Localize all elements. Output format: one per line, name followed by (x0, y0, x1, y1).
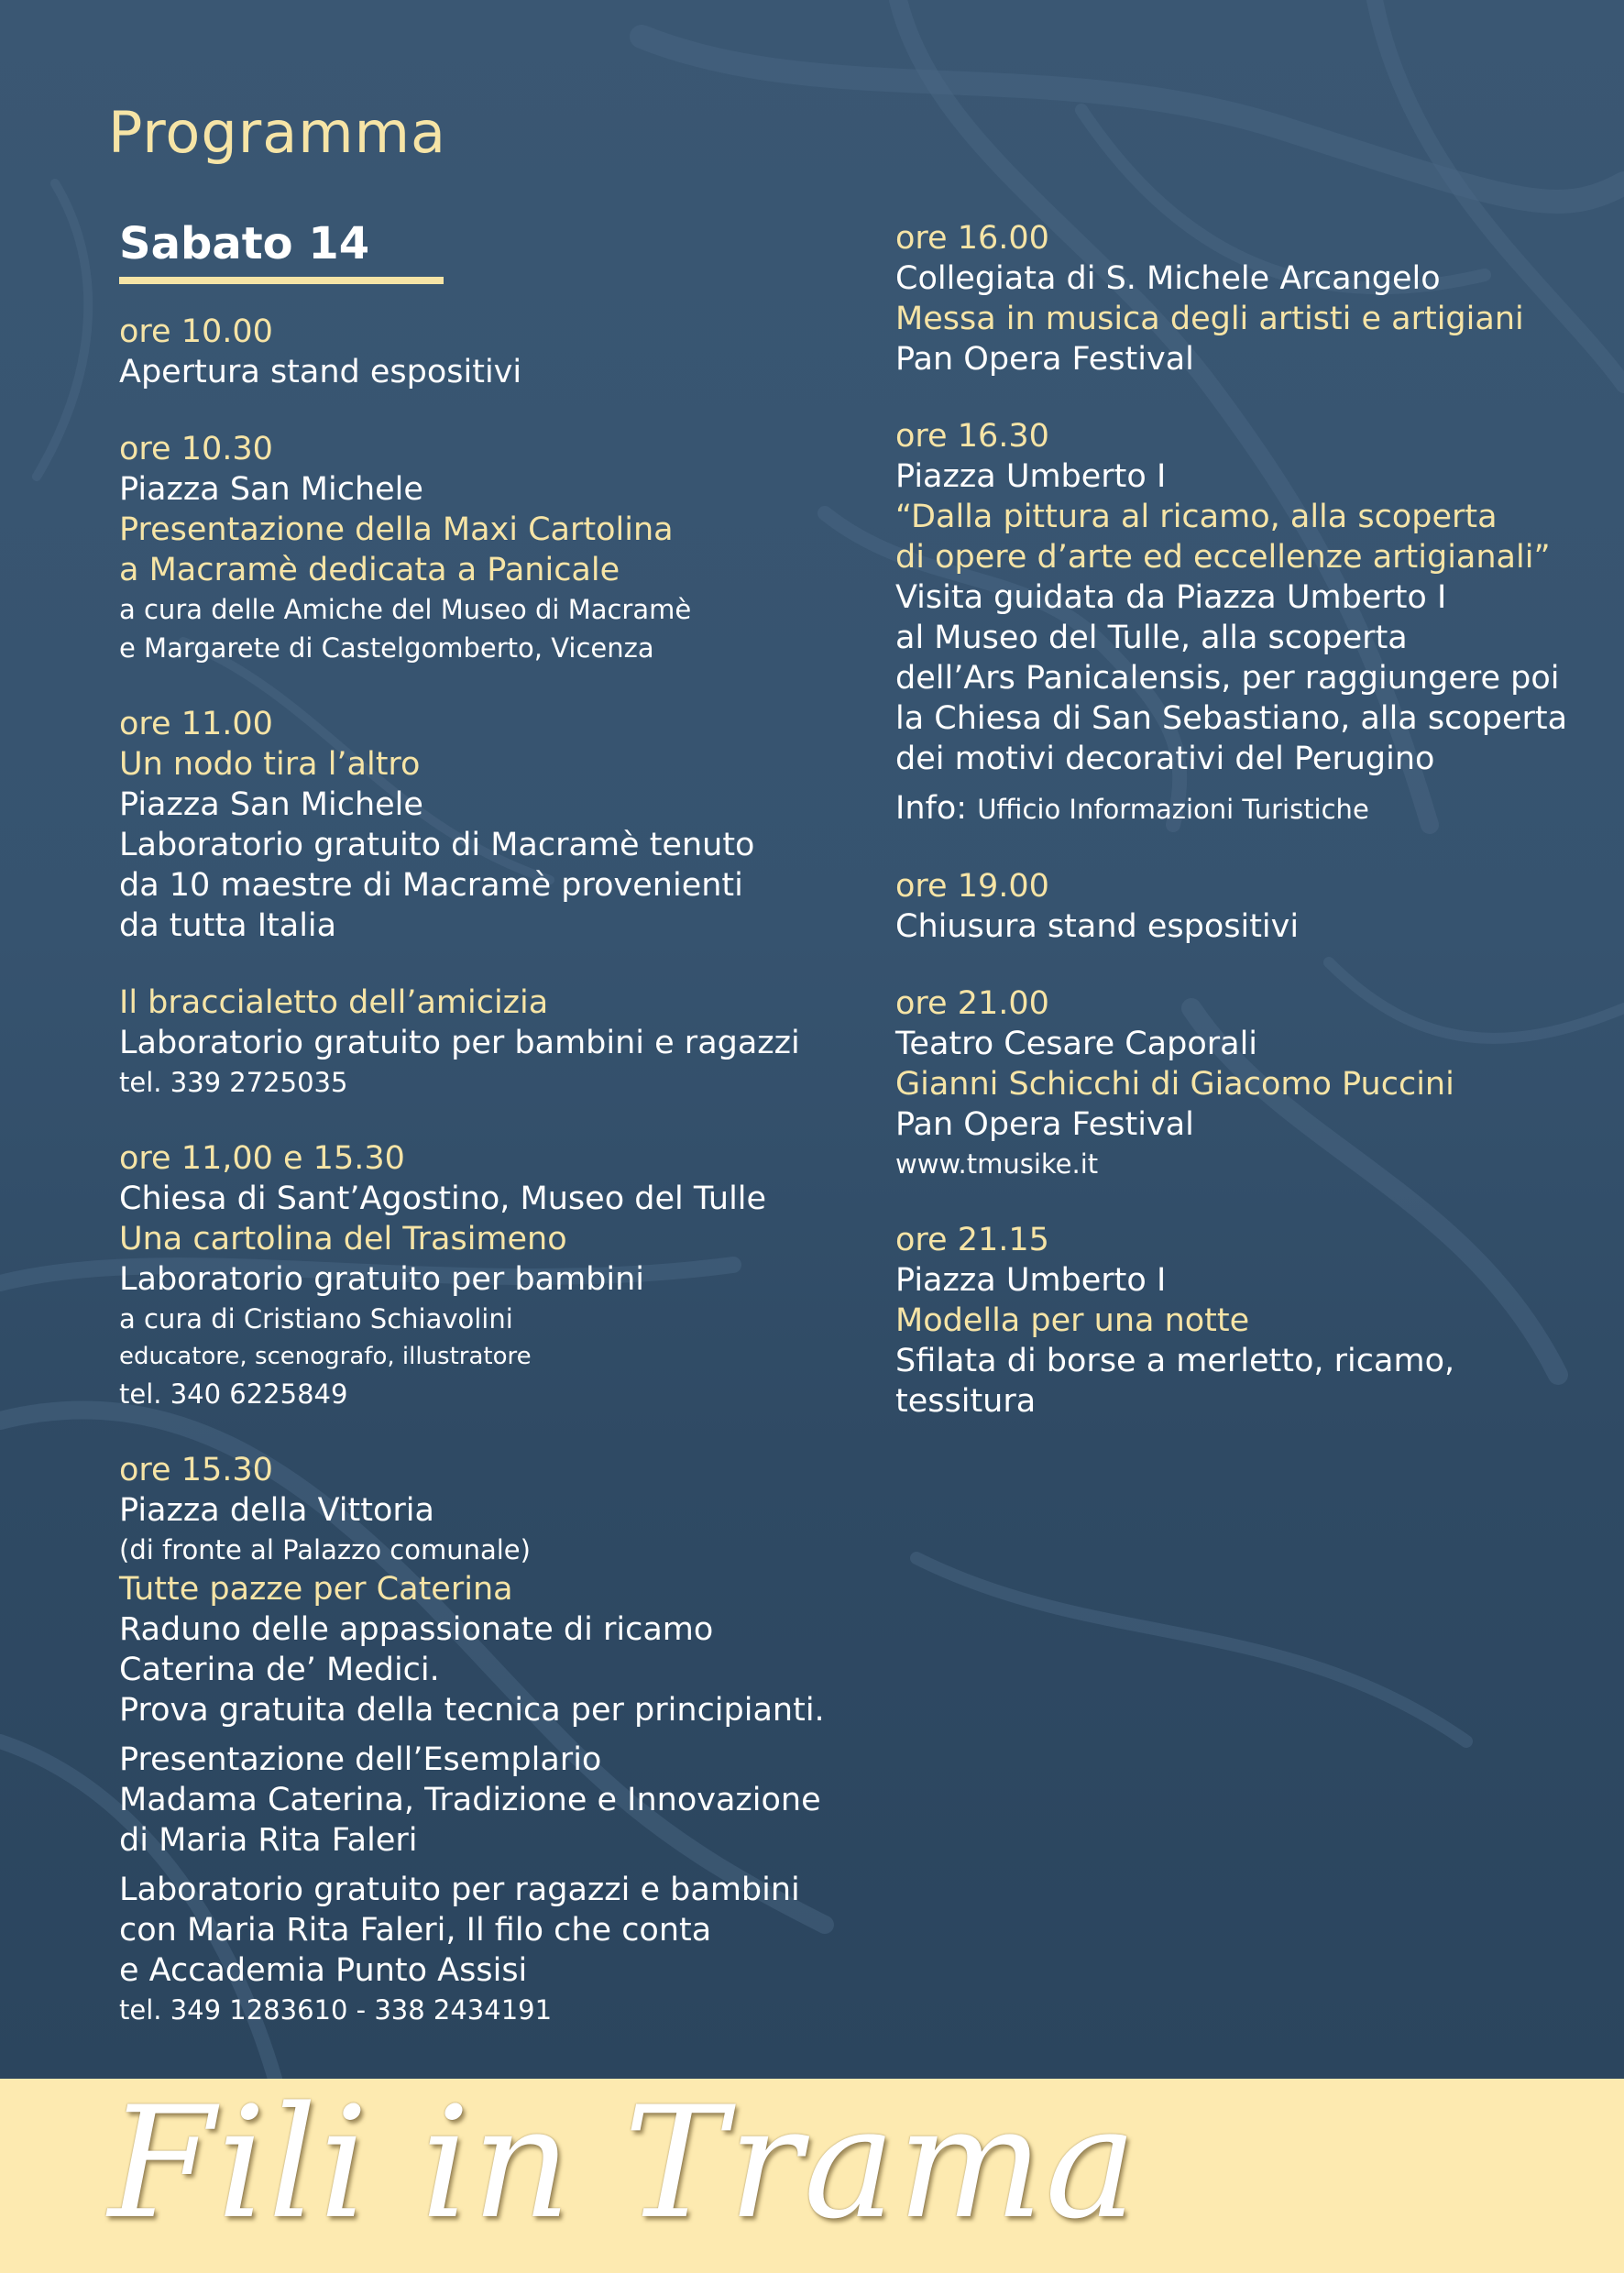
event-detail: a cura di Cristiano Schiavolini (119, 1303, 513, 1334)
event-detail: www.tmusike.it (895, 1148, 1099, 1180)
event-detail: la Chiesa di San Sebastiano, alla scoperta (895, 700, 1568, 737)
event-time: ore 10.30 (119, 431, 273, 467)
event-title: Una cartolina del Trasimeno (119, 1221, 567, 1257)
event-detail: Laboratorio gratuito per ragazzi e bambini (119, 1872, 800, 1908)
event-detail: Raduno delle appassionate di ricamo (119, 1611, 714, 1648)
event-detail: Sfilata di borse a merletto, ricamo, tessitura (895, 1343, 1455, 1420)
event-title: Il braccialetto dell’amicizia (119, 984, 549, 1021)
event-detail: al Museo del Tulle, alla scoperta (895, 620, 1408, 656)
event-detail: Laboratorio gratuito per bambini (119, 1261, 645, 1298)
program-event (119, 983, 852, 1102)
event-detail: da 10 maestre di Macramè provenienti (119, 867, 743, 904)
event-detail: (di fronte al Palazzo comunale) (119, 1534, 531, 1565)
event-detail: e Accademia Punto Assisi (119, 1952, 528, 1989)
program-event (895, 416, 1592, 829)
event-detail: tel. 349 1283610 - 338 2434191 (119, 1994, 553, 2026)
event-detail: Chiusura stand espositivi (895, 908, 1300, 945)
program-event (119, 1450, 852, 2029)
page-title: Programma (108, 99, 446, 166)
event-detail: Piazza San Michele (119, 786, 423, 823)
event-detail: Chiesa di Sant’Agostino, Museo del Tulle (119, 1180, 767, 1217)
event-detail: Laboratorio gratuito di Macramè tenuto (119, 827, 755, 863)
info-label: Info: (895, 790, 968, 827)
event-title: Messa in musica degli artisti e artigiani (895, 301, 1524, 337)
right-column (895, 218, 1592, 1458)
event-time: ore 15.30 (119, 1452, 273, 1488)
program-event (119, 1138, 852, 1413)
event-title: Tutte pazze per Caterina (119, 1571, 513, 1608)
event-detail: Piazza Umberto I (895, 1262, 1167, 1299)
event-detail: Visita guidata da Piazza Umberto I (895, 579, 1447, 616)
event-title: Un nodo tira l’altro (119, 746, 421, 783)
event-detail: Presentazione dell’Esemplario (119, 1741, 602, 1778)
event-detail: da tutta Italia (119, 907, 337, 944)
event-time: ore 21.15 (895, 1222, 1049, 1258)
event-detail: tel. 340 6225849 (119, 1378, 348, 1410)
event-detail: Piazza Umberto I (895, 458, 1167, 495)
program-event (119, 429, 852, 667)
event-detail: Caterina de’ Medici. (119, 1652, 440, 1688)
event-title: di opere d’arte ed eccellenze artigianali” (895, 539, 1551, 576)
program-event (895, 1220, 1592, 1422)
day-underline (119, 277, 444, 284)
event-detail: Collegiata di S. Michele Arcangelo (895, 260, 1441, 297)
program-event (895, 866, 1592, 947)
event-detail: con Maria Rita Faleri, Il filo che conta (119, 1912, 712, 1949)
paragraph-gap (119, 1861, 852, 1870)
event-title: Presentazione della Maxi Cartolina (119, 511, 674, 548)
program-event (895, 983, 1592, 1183)
event-time: ore 11,00 e 15.30 (119, 1140, 405, 1177)
program-event (895, 218, 1592, 379)
event-detail: Madama Caterina, Tradizione e Innovazione (119, 1782, 821, 1818)
paragraph-gap (119, 1730, 852, 1740)
event-time: ore 16.30 (895, 418, 1049, 455)
program-event (119, 704, 852, 946)
event-detail: Apertura stand espositivi (119, 354, 522, 390)
event-detail: educatore, scenografo, illustratore (119, 1343, 532, 1370)
event-detail: Piazza San Michele (119, 471, 423, 508)
event-title: Modella per una notte (895, 1302, 1250, 1339)
event-title: Gianni Schicchi di Giacomo Puccini (895, 1066, 1454, 1103)
left-column (119, 312, 852, 2066)
event-time: ore 10.00 (119, 313, 273, 350)
event-detail: Piazza della Vittoria (119, 1492, 434, 1529)
event-time: ore 19.00 (895, 868, 1049, 905)
day-heading: Sabato 14 (119, 218, 370, 269)
event-detail: e Margarete di Castelgomberto, Vicenza (119, 632, 654, 664)
event-detail: Teatro Cesare Caporali (895, 1026, 1258, 1062)
event-detail: dei motivi decorativi del Perugino (895, 741, 1435, 777)
event-title: “Dalla pittura al ricamo, alla scoperta (895, 499, 1498, 535)
event-detail: tel. 339 2725035 (119, 1067, 348, 1098)
event-time: ore 21.00 (895, 985, 1049, 1022)
event-detail: Pan Opera Festival (895, 341, 1194, 378)
event-time: ore 11.00 (119, 706, 273, 742)
event-detail: dell’Ars Panicalensis, per raggiungere poi (895, 660, 1560, 697)
info-line (895, 788, 1592, 829)
event-detail: a cura delle Amiche del Museo di Macramè (119, 594, 692, 625)
event-detail: Pan Opera Festival (895, 1106, 1194, 1143)
event-detail: di Maria Rita Faleri (119, 1822, 418, 1859)
info-text: Ufficio Informazioni Turistiche (977, 794, 1369, 825)
brand-logo: Fili in Trama (108, 2073, 1139, 2253)
event-detail: Laboratorio gratuito per bambini e ragazzi (119, 1025, 800, 1061)
event-detail: Prova gratuita della tecnica per principianti. (119, 1692, 825, 1729)
event-time: ore 16.00 (895, 220, 1049, 257)
program-event (119, 312, 852, 392)
event-title: a Macramè dedicata a Panicale (119, 552, 620, 588)
